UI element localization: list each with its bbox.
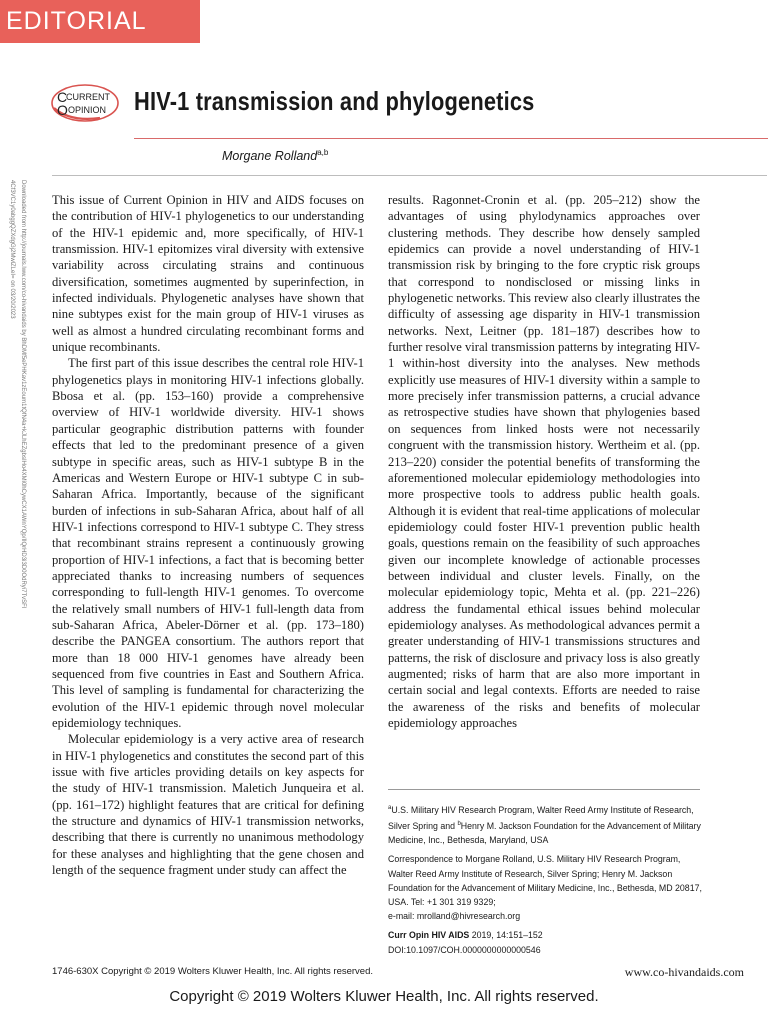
citation-volume: 2019, 14:151–152 [469,930,543,941]
footnotes [388,801,704,962]
affil-a: U.S. Military HIV Research Program, Walter Reed Army Institute of Research, Silver Spring and [388,804,694,832]
correspondence-text: Correspondence to Morgane Rolland, U.S. Military HIV Research Program, Walter Reed Army Institute of Research, Silver Spring; Henry M. Jackson Foundation for the Advancement of Military Medicine, Inc., Bethesda, MD 20817, USA. Tel: +1 301 319 9329; [388,854,702,908]
footer-website-link[interactable]: www.co-hivandaids.com [624,965,744,979]
citation [388,928,704,956]
correspondence [388,852,704,923]
current-opinion-logo [50,82,122,124]
footnote-divider [388,789,700,790]
citation-journal: Curr Opin HIV AIDS [388,930,470,941]
body-column-right [388,192,700,731]
affil-a-mark: a [388,805,392,811]
author-affiliation-marks: a,b [317,148,329,157]
logo-line2: OPINION [68,105,107,115]
body-column-left [52,192,364,878]
section-banner [0,0,200,43]
affiliations [388,801,704,847]
copyright-notice: Copyright © 2019 Wolters Kluwer Health, Inc. All rights reserved. [169,988,599,1005]
section-label: EDITORIAL [6,7,147,35]
current-opinion-logo-mark [50,82,122,124]
affil-b: Henry M. Jackson Foundation for the Advancement of Military Medicine, Inc., Bethesda, Maryland, USA [388,821,701,846]
paragraph: Molecular epidemiology is a very active area of research in HIV-1 phylogenetics and constitutes the second part of this issue with five articles providing details on key aspects for the study of HIV-1 transmission. Maletich Junqueira et al. (pp. 161–172) highlight features that are critical for defining the structure and dynamics of HIV-1 transmission networks, describing that there is currently no unanimous methodology for these analyses and highlighting that the gene chosen and length of the sequence fragment under study can affect the [52,732,364,878]
title-divider [134,138,768,139]
author-name: Morgane Rolland [222,149,318,164]
logo-mark-o: O [57,102,68,118]
logo-line1: CURRENT [66,92,110,102]
doi: DOI:10.1097/COH.0000000000000546 [388,944,541,955]
download-note-text: Downloaded from http://journals.lww.com/co-hivandaids by BhDMf5ePHKav1zEoum1tQfN4a+kJLhEZgbsIHo4XMi0hCywCX1AWnYQp/IlQrHD3i3D0OdRyi7TvSFl4Cf3VC1y0abggQZXdgGj2MwlZLeI= on 03/20/2023 [9,180,26,609]
author-line [222,148,328,163]
affil-b-mark: b [457,821,461,828]
author-divider [52,175,767,176]
footer-issn: 1746-630X Copyright © 2019 Wolters Kluwer Health, Inc. All rights reserved. [52,966,374,977]
download-note [0,180,30,610]
paragraph: results. Ragonnet-Cronin et al. (pp. 205–212) show the advantages of using phylodynamics approaches over clustering methods. They describe how densely sampled epidemics can provide a novel understanding of HIV-1 transmission risk by bringing to the fore cryptic risk groups that correspond to nondisclosed or missing links in phylogenetic networks. This review also clearly illustrates the difficulty of assessing age disparity in HIV-1 transmission networks. Next, Leitner (pp. 181–187) describes how to further resolve viral transmission patterns by integrating HIV-1 within-host diversity into the analyses. New methods explicitly use measures of HIV-1 diversity within a sample to more precisely infer transmission patterns, a crucial advance as retrospective studies have shown that phylogenies based on sequences from linked hosts were not necessarily congruent with the transmission history. Wertheim et al. (pp. 213–220) consider the potential benefits of transforming the aforementioned molecular epidemiology methodologies into more prospective tools to address public health goals. Although it is evident that real-time applications of molecular epidemiology could foster HIV-1 prevention public health goals, questions remain on the feasibility of such approaches given our incomplete knowledge of actionable processes between individual and cluster levels. Finally, on the molecular epidemiology topic, Mehta et al. (pp. 221–226) address the fundamental ethical issues behind molecular epidemiology analyses. As methodological advances permit a greater understanding of HIV-1 transmissions structures and patterns, the risk of disclosure and privacy loss is also greatly augmented; risks of harm that are also more important in certain social and legal contexts. Efforts are needed to raise the awareness of the risks and benefits of molecular epidemiology approaches [388,193,700,730]
paragraph: This issue of Current Opinion in HIV and AIDS focuses on the contribution of HIV-1 phylogenetics to our understanding of the HIV-1 epidemic and, more specifically, of HIV-1 transmission. HIV-1 epitomizes viral diversity with extensive variability across circulating strains and continuous diversification, sometimes augmented by superinfection, in infected individuals. Phylogenetic analyses have shown that nine subtypes exist for the main group of HIV-1 viruses as well as almost a hundred circulating recombinant forms and unique recombinants. [52,193,364,355]
paragraph: The first part of this issue describes the central role HIV-1 phylogenetics plays in monitoring HIV-1 infections globally. Bbosa et al. (pp. 153–160) provide a comprehensive overview of HIV-1 worldwide diversity. HIV-1 shows particular geographic distribution patterns with founder effects that led to the predominant presence of a given subtype in specific areas, such as HIV-1 subtype B in the Americas and Western Europe or HIV-1 subtype C in sub-Saharan Africa. Importantly, because of the significant burden of infections in sub-Saharan Africa, about half of all HIV-1 infections correspond to HIV-1 subtype C. They stress that recombinant strains represent a continuously growing proportion of HIV-1 infections, a fact that is becoming better appreciated thanks to increasing numbers of sequences corresponding to full-length HIV-1 genomes. To overcome the relatively small numbers of HIV-1 full-length data from sub-Saharan Africa, Abeler-Dörner et al. (pp. 173–180) describe the PANGEA consortium. The authors report that more than 18 000 HIV-1 genomes have already been sequenced from five countries in East and Southern Africa. This level of sampling is fundamental for characterizing the evolution of the HIV-1 epidemic through novel molecular epidemiology techniques. [52,356,364,730]
article-title: HIV-1 transmission and phylogenetics [134,86,535,116]
logo-mark-c: C [57,89,68,105]
correspondence-email: e-mail: mrolland@hivresearch.org [388,911,521,922]
